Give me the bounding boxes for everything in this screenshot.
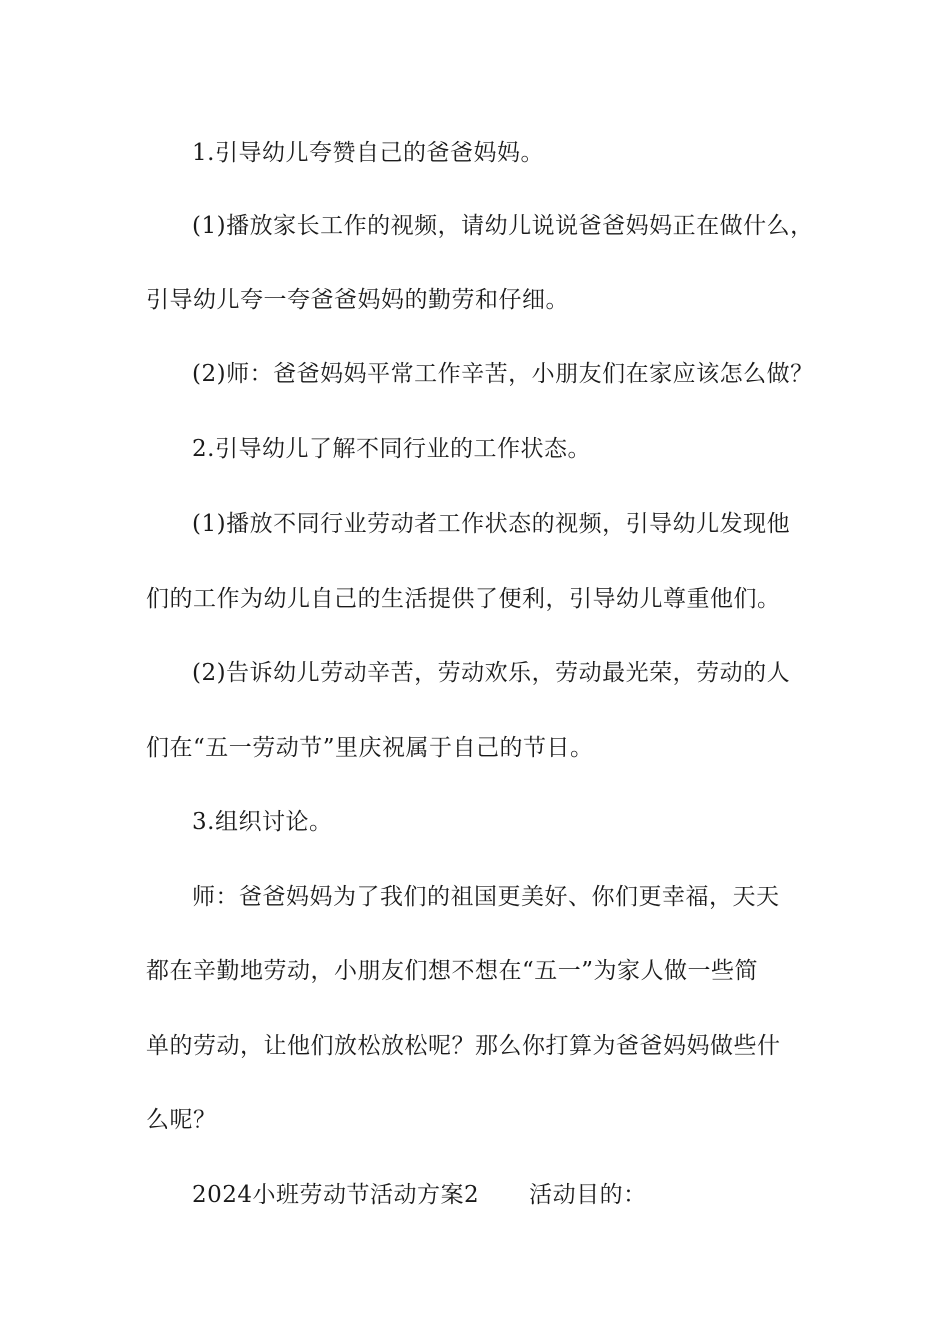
- section-heading: 2024小班劳动节活动方案2: [192, 1182, 480, 1208]
- paragraph-line-5: 2.引导幼儿了解不同行业的工作状态。: [192, 436, 591, 462]
- paragraph-line-11: 师：爸爸妈妈为了我们的祖国更美好、你们更幸福，天天: [192, 884, 780, 910]
- paragraph-line-14: 么呢？: [146, 1107, 217, 1133]
- section-heading-line: [192, 1180, 892, 1210]
- paragraph-line-2: (1)播放家长工作的视频，请幼儿说说爸爸妈妈正在做什么，: [192, 213, 814, 239]
- paragraph-line-7: 们的工作为幼儿自己的生活提供了便利，引导幼儿尊重他们。: [146, 586, 781, 612]
- paragraph-line-13: 单的劳动，让他们放松放松呢？那么你打算为爸爸妈妈做些什: [146, 1033, 781, 1059]
- section-subheading: 活动目的：: [529, 1182, 647, 1208]
- paragraph-line-8: (2)告诉幼儿劳动辛苦，劳动欢乐，劳动最光荣，劳动的人: [192, 660, 791, 686]
- paragraph-line-10: 3.组织讨论。: [192, 809, 333, 835]
- paragraph-line-4: (2)师：爸爸妈妈平常工作辛苦，小朋友们在家应该怎么做？: [192, 361, 814, 387]
- paragraph-line-3: 引导幼儿夸一夸爸爸妈妈的勤劳和仔细。: [146, 287, 569, 313]
- paragraph-line-1: 1.引导幼儿夸赞自己的爸爸妈妈。: [192, 140, 544, 166]
- paragraph-line-12: 都在辛勤地劳动，小朋友们想不想在“五一”为家人做一些简: [146, 958, 759, 984]
- paragraph-line-9: 们在“五一劳动节”里庆祝属于自己的节日。: [146, 735, 594, 761]
- paragraph-line-6: (1)播放不同行业劳动者工作状态的视频，引导幼儿发现他: [192, 511, 791, 537]
